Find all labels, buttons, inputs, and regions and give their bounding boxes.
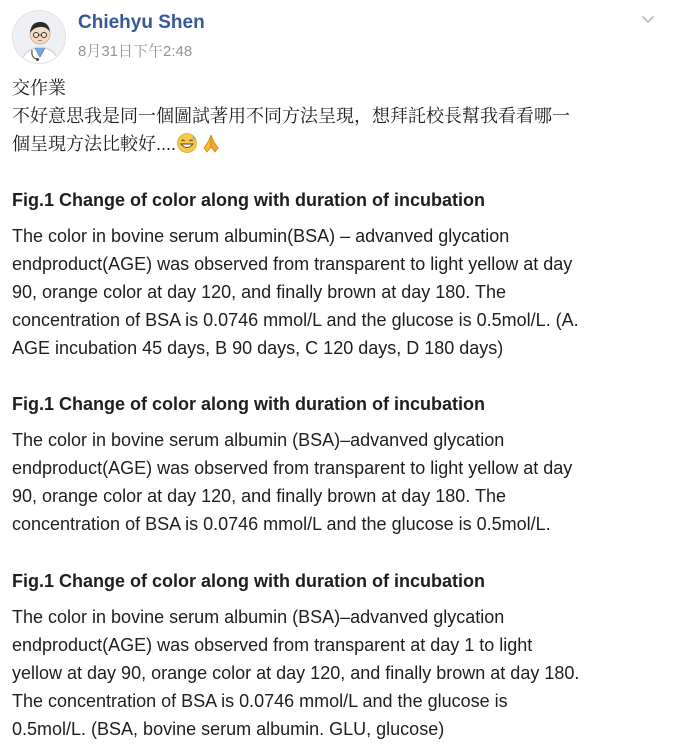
caption-line: AGE incubation 45 days, B 90 days, C 120 days, D 180 days) (12, 338, 504, 358)
caption-title: Fig.1 Change of color along with duration of incubation (12, 190, 485, 210)
post-options-button[interactable] (637, 8, 659, 30)
caption-line: concentration of BSA is 0.0746 mmol/L and the glucose is 0.5mol/L. (12, 514, 551, 534)
caption-line: The color in bovine serum albumin (BSA)–advanved glycation (12, 607, 505, 627)
caption-line: concentration of BSA is 0.0746 mmol/L and the glucose is 0.5mol/L. (A. (12, 310, 579, 330)
folded-hands-emoji-icon (200, 132, 222, 154)
caption-title: Fig.1 Change of color along with duration of incubation (12, 571, 485, 591)
post-content (12, 74, 667, 739)
caption-line: 0.5mol/L. (BSA, bovine serum albumin. GLU, glucose) (12, 719, 445, 739)
caption-line: yellow at day 90, orange color at day 120, and finally brown at day 180. (12, 663, 580, 683)
intro-line (12, 130, 667, 158)
caption-line: The color in bovine serum albumin (BSA)–advanved glycation (12, 430, 505, 450)
author-name-link[interactable]: Chiehyu Shen (78, 12, 205, 33)
caption-line: endproduct(AGE) was observed from transparent at day 1 to light (12, 635, 533, 655)
intro-line-text: 個呈現方法比較好.... (12, 134, 177, 154)
chevron-down-icon (637, 8, 659, 30)
caption-title: Fig.1 Change of color along with duration of incubation (12, 394, 485, 414)
caption-line: 90, orange color at day 120, and finally brown at day 180. The (12, 282, 506, 302)
caption-option-1 (12, 186, 667, 362)
post-timestamp-link[interactable]: 8月31日下午2:48 (78, 43, 193, 60)
caption-body (12, 603, 667, 743)
grinning-sweat-emoji-icon (176, 132, 198, 154)
caption-line: endproduct(AGE) was observed from transparent to light yellow at day (12, 458, 573, 478)
post-header (12, 8, 663, 64)
caption-line: The concentration of BSA is 0.0746 mmol/L and the glucose is (12, 691, 508, 711)
intro-line: 不好意思我是同一個圖試著用不同方法呈現，想拜託校長幫我看看哪一 (12, 106, 570, 126)
caption-body (12, 222, 667, 362)
caption-line: 90, orange color at day 120, and finally brown at day 180. The (12, 486, 506, 506)
intro-line: 交作業 (12, 78, 66, 98)
caption-body (12, 426, 667, 538)
caption-option-3 (12, 567, 667, 743)
caption-option-2 (12, 390, 667, 538)
post-intro (12, 74, 667, 158)
avatar[interactable] (12, 10, 66, 64)
caption-line: The color in bovine serum albumin(BSA) – advanved glycation (12, 226, 510, 246)
caption-line: endproduct(AGE) was observed from transparent to light yellow at day (12, 254, 573, 274)
doctor-avatar-icon (13, 11, 66, 64)
